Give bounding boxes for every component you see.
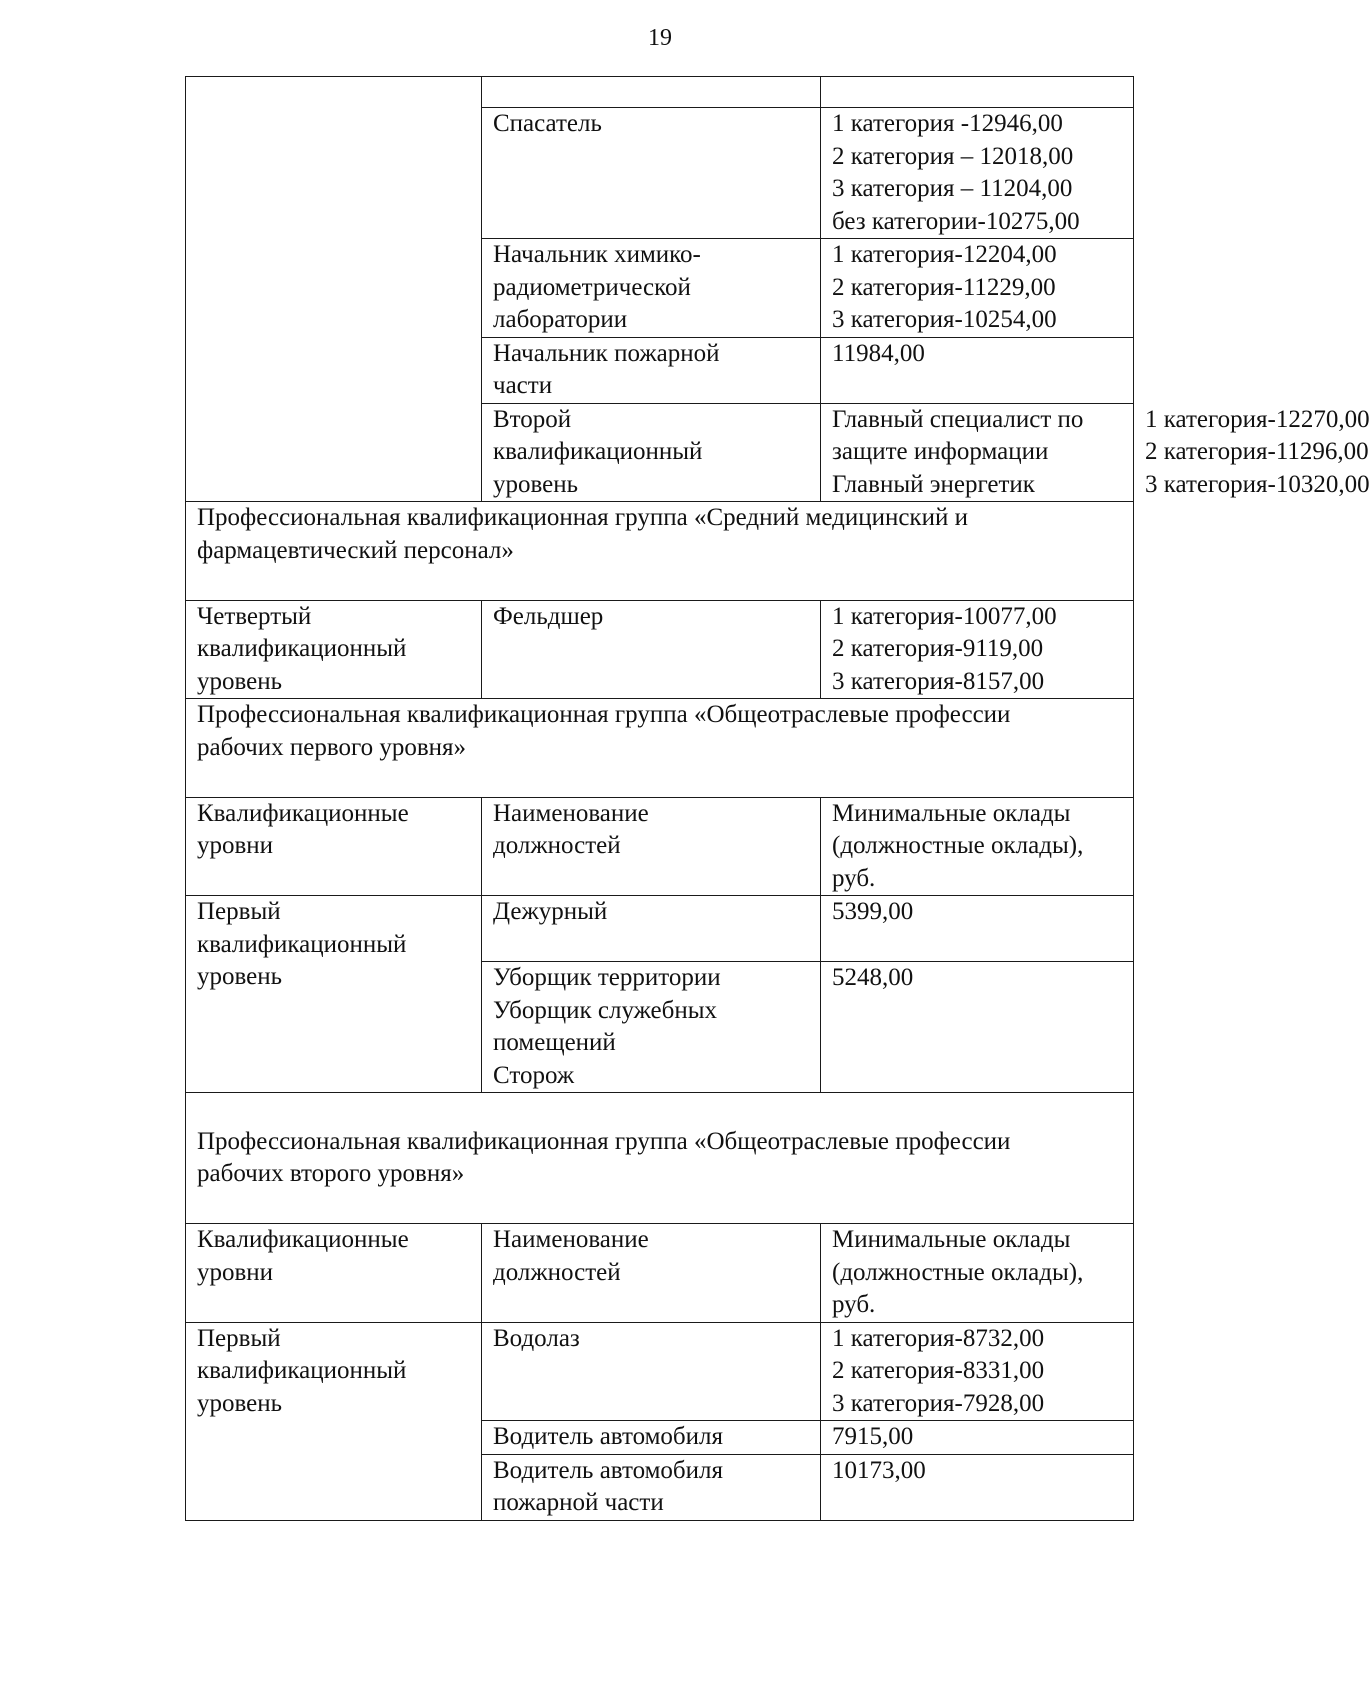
position-cell: Водолаз [482, 1322, 821, 1421]
header-salary: Минимальные оклады (должностные оклады), руб. [821, 797, 1134, 896]
group-title-row [186, 1093, 1134, 1224]
header-salary: Минимальные оклады (должностные оклады), руб. [821, 1224, 1134, 1323]
position-cell: Начальник химико- радиометрической лаборатории [482, 239, 821, 338]
group-title: Профессиональная квалификационная группа «Общеотраслевые профессии рабочих второго уровня» [186, 1093, 1134, 1224]
salary-cell: 7915,00 [821, 1421, 1134, 1455]
position-cell: Фельдшер [482, 600, 821, 699]
page-number: 19 [648, 25, 672, 51]
table-row [186, 896, 1134, 962]
salary-cell [821, 77, 1134, 108]
level-cell: Первый квалификационный уровень [186, 1322, 482, 1520]
group-title-row [186, 699, 1134, 798]
table-row [186, 1322, 1134, 1421]
level-cell [186, 77, 482, 502]
header-position: Наименование должностей [482, 1224, 821, 1323]
position-cell: Уборщик территории Уборщик служебных помещений Сторож [482, 962, 821, 1093]
position-cell: Водитель автомобиля [482, 1421, 821, 1455]
salary-cell: 5399,00 [821, 896, 1134, 962]
table-row [186, 600, 1134, 699]
level-cell: Четвертый квалификационный уровень [186, 600, 482, 699]
group-title: Профессиональная квалификационная группа «Средний медицинский и фармацевтический персонал» [186, 502, 1134, 601]
header-position: Наименование должностей [482, 797, 821, 896]
position-cell: Главный специалист по защите информации Главный энергетик [821, 403, 1134, 502]
header-row [186, 1224, 1134, 1323]
position-cell: Дежурный [482, 896, 821, 962]
salary-cell: 1 категория-12204,00 2 категория-11229,00 3 категория-10254,00 [821, 239, 1134, 338]
header-level: Квалификационные уровни [186, 1224, 482, 1323]
salary-cell: 5248,00 [821, 962, 1134, 1093]
salary-table [185, 76, 1370, 1521]
table-row: Второй квалификационный уровень Главный специалист по защите информации Главный энергетик 1 категория-12270,00 2 категория-11296,00 3 категория-10320,00 [186, 403, 1134, 502]
header-level: Квалификационные уровни [186, 797, 482, 896]
group-title: Профессиональная квалификационная группа «Общеотраслевые профессии рабочих первого уровня» [186, 699, 1134, 798]
table-row [186, 77, 1134, 108]
header-row [186, 797, 1134, 896]
level-cell: Второй квалификационный уровень [482, 403, 821, 502]
salary-cell: 1 категория-8732,00 2 категория-8331,00 3 категория-7928,00 [821, 1322, 1134, 1421]
position-cell: Водитель автомобиля пожарной части [482, 1454, 821, 1520]
salary-cell: 1 категория-10077,00 2 категория-9119,00 3 категория-8157,00 [821, 600, 1134, 699]
position-cell: Спасатель [482, 108, 821, 239]
position-cell: Начальник пожарной части [482, 337, 821, 403]
salary-cell: 1 категория -12946,00 2 категория – 12018,00 3 категория – 11204,00 без категории-10275,00 [821, 108, 1134, 239]
group-title-row [186, 502, 1134, 601]
salary-cell: 10173,00 [821, 1454, 1134, 1520]
level-cell: Первый квалификационный уровень [186, 896, 482, 1093]
salary-cell: 11984,00 [821, 337, 1134, 403]
position-cell [482, 77, 821, 108]
